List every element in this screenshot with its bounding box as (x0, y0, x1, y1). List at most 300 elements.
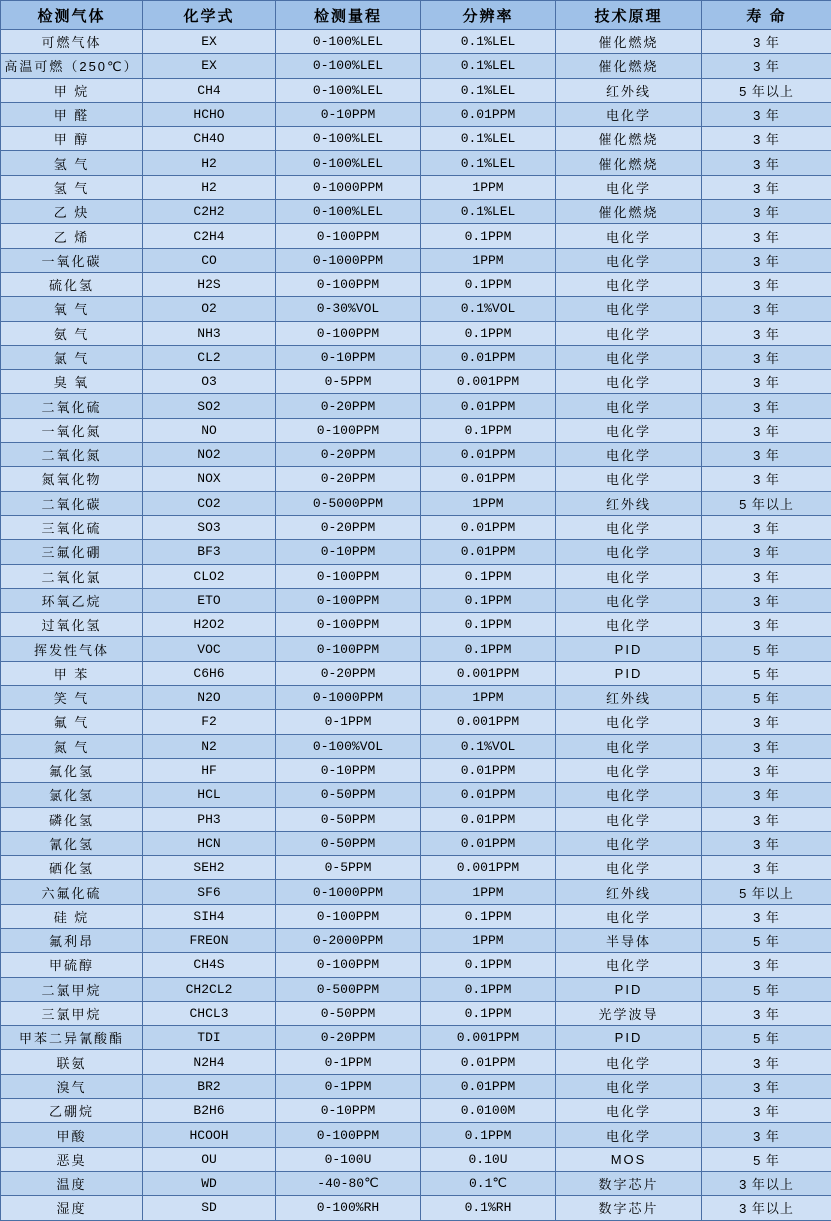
cell-formula: BR2 (143, 1074, 276, 1098)
cell-range: 0-20PPM (276, 1026, 421, 1050)
cell-resolution: 0.1%LEL (421, 151, 556, 175)
cell-range: 0-100%LEL (276, 151, 421, 175)
cell-formula: NO (143, 418, 276, 442)
cell-gas: 环氧乙烷 (1, 588, 143, 612)
cell-formula: NH3 (143, 321, 276, 345)
cell-principle: 电化学 (556, 345, 702, 369)
cell-formula: HF (143, 758, 276, 782)
table-row (1, 1099, 831, 1123)
cell-lifetime: 5 年以上 (702, 880, 831, 904)
cell-range: 0-50PPM (276, 807, 421, 831)
column-header-lifetime: 寿 命 (702, 1, 831, 30)
cell-lifetime: 3 年 (702, 953, 831, 977)
cell-resolution: 0.01PPM (421, 515, 556, 539)
cell-lifetime: 3 年 (702, 588, 831, 612)
table-row (1, 515, 831, 539)
cell-gas: 磷化氢 (1, 807, 143, 831)
cell-gas: 硫化氢 (1, 272, 143, 296)
cell-principle: 电化学 (556, 758, 702, 782)
cell-resolution: 0.1%LEL (421, 54, 556, 78)
table-row (1, 686, 831, 710)
table-row (1, 272, 831, 296)
cell-resolution: 0.001PPM (421, 1026, 556, 1050)
cell-lifetime: 3 年 (702, 272, 831, 296)
cell-resolution: 0.01PPM (421, 1074, 556, 1098)
cell-range: 0-20PPM (276, 467, 421, 491)
cell-lifetime: 3 年 (702, 1074, 831, 1098)
cell-lifetime: 5 年 (702, 1026, 831, 1050)
table-row (1, 928, 831, 952)
cell-resolution: 0.001PPM (421, 661, 556, 685)
cell-resolution: 0.01PPM (421, 540, 556, 564)
cell-resolution: 0.1PPM (421, 272, 556, 296)
cell-resolution: 0.01PPM (421, 831, 556, 855)
cell-lifetime: 3 年 (702, 151, 831, 175)
cell-principle: 催化燃烧 (556, 54, 702, 78)
cell-range: 0-10PPM (276, 540, 421, 564)
cell-formula: N2O (143, 686, 276, 710)
cell-range: 0-100%LEL (276, 200, 421, 224)
cell-gas: 溴气 (1, 1074, 143, 1098)
cell-formula: F2 (143, 710, 276, 734)
cell-resolution: 0.1PPM (421, 321, 556, 345)
table-row (1, 977, 831, 1001)
cell-resolution: 1PPM (421, 928, 556, 952)
cell-principle: 催化燃烧 (556, 127, 702, 151)
cell-resolution: 0.01PPM (421, 758, 556, 782)
cell-gas: 硒化氢 (1, 856, 143, 880)
cell-resolution: 1PPM (421, 686, 556, 710)
cell-gas: 甲苯二异氰酸酯 (1, 1026, 143, 1050)
cell-formula: ETO (143, 588, 276, 612)
cell-resolution: 0.0100M (421, 1099, 556, 1123)
cell-gas: 温度 (1, 1171, 143, 1195)
cell-resolution: 0.01PPM (421, 807, 556, 831)
cell-lifetime: 3 年 (702, 564, 831, 588)
cell-range: 0-20PPM (276, 443, 421, 467)
table-row (1, 904, 831, 928)
table-row (1, 831, 831, 855)
cell-principle: 电化学 (556, 1123, 702, 1147)
cell-formula: HCN (143, 831, 276, 855)
cell-range: 0-50PPM (276, 783, 421, 807)
cell-gas: 三氧化硫 (1, 515, 143, 539)
cell-principle: 电化学 (556, 831, 702, 855)
table-row (1, 856, 831, 880)
cell-resolution: 0.01PPM (421, 443, 556, 467)
cell-range: 0-100%LEL (276, 54, 421, 78)
cell-principle: 电化学 (556, 710, 702, 734)
cell-formula: FREON (143, 928, 276, 952)
cell-principle: 电化学 (556, 588, 702, 612)
cell-range: 0-100%RH (276, 1196, 421, 1220)
table-row (1, 467, 831, 491)
cell-resolution: 0.1PPM (421, 418, 556, 442)
cell-resolution: 0.1PPM (421, 1001, 556, 1025)
cell-resolution: 0.1%LEL (421, 30, 556, 54)
cell-resolution: 0.001PPM (421, 856, 556, 880)
cell-lifetime: 3 年以上 (702, 1171, 831, 1195)
cell-gas: 湿度 (1, 1196, 143, 1220)
cell-formula: SO3 (143, 515, 276, 539)
cell-formula: C2H4 (143, 224, 276, 248)
cell-range: 0-30%VOL (276, 297, 421, 321)
cell-range: 0-50PPM (276, 831, 421, 855)
cell-range: 0-100PPM (276, 904, 421, 928)
cell-gas: 氯 气 (1, 345, 143, 369)
cell-principle: 电化学 (556, 1099, 702, 1123)
table-row (1, 758, 831, 782)
cell-lifetime: 3 年 (702, 321, 831, 345)
cell-formula: BF3 (143, 540, 276, 564)
cell-formula: C6H6 (143, 661, 276, 685)
cell-lifetime: 3 年 (702, 831, 831, 855)
cell-gas: 三氟化硼 (1, 540, 143, 564)
cell-principle: 电化学 (556, 224, 702, 248)
cell-gas: 甲酸 (1, 1123, 143, 1147)
cell-principle: 电化学 (556, 1074, 702, 1098)
cell-formula: SO2 (143, 394, 276, 418)
table-row (1, 710, 831, 734)
cell-principle: 电化学 (556, 297, 702, 321)
cell-resolution: 0.01PPM (421, 394, 556, 418)
cell-range: 0-100PPM (276, 953, 421, 977)
cell-lifetime: 3 年 (702, 540, 831, 564)
cell-range: 0-100PPM (276, 613, 421, 637)
cell-resolution: 0.01PPM (421, 467, 556, 491)
table-row (1, 564, 831, 588)
cell-gas: 过氧化氢 (1, 613, 143, 637)
cell-principle: 电化学 (556, 613, 702, 637)
cell-principle: 电化学 (556, 467, 702, 491)
cell-gas: 氨 气 (1, 321, 143, 345)
cell-formula: WD (143, 1171, 276, 1195)
cell-gas: 可燃气体 (1, 30, 143, 54)
cell-formula: C2H2 (143, 200, 276, 224)
cell-principle: 电化学 (556, 102, 702, 126)
cell-gas: 乙硼烷 (1, 1099, 143, 1123)
table-row (1, 540, 831, 564)
cell-principle: 电化学 (556, 515, 702, 539)
cell-formula: B2H6 (143, 1099, 276, 1123)
cell-range: 0-10PPM (276, 102, 421, 126)
cell-resolution: 0.01PPM (421, 345, 556, 369)
cell-gas: 氮氧化物 (1, 467, 143, 491)
cell-lifetime: 3 年 (702, 418, 831, 442)
cell-gas: 三氯甲烷 (1, 1001, 143, 1025)
cell-formula: N2 (143, 734, 276, 758)
cell-lifetime: 3 年 (702, 734, 831, 758)
cell-formula: CL2 (143, 345, 276, 369)
cell-gas: 甲 醛 (1, 102, 143, 126)
cell-range: 0-100PPM (276, 588, 421, 612)
cell-formula: CO2 (143, 491, 276, 515)
cell-resolution: 0.1℃ (421, 1171, 556, 1195)
cell-lifetime: 3 年 (702, 127, 831, 151)
cell-range: 0-1000PPM (276, 175, 421, 199)
cell-range: 0-10PPM (276, 1099, 421, 1123)
cell-formula: TDI (143, 1026, 276, 1050)
cell-lifetime: 3 年 (702, 807, 831, 831)
cell-range: 0-100PPM (276, 564, 421, 588)
cell-lifetime: 3 年 (702, 102, 831, 126)
cell-gas: 甲 醇 (1, 127, 143, 151)
table-header (1, 1, 831, 30)
cell-principle: 电化学 (556, 370, 702, 394)
cell-principle: 红外线 (556, 880, 702, 904)
cell-formula: NOX (143, 467, 276, 491)
cell-resolution: 0.1%LEL (421, 78, 556, 102)
table-row (1, 661, 831, 685)
table-row (1, 151, 831, 175)
cell-formula: EX (143, 30, 276, 54)
cell-formula: CH4S (143, 953, 276, 977)
column-header-formula: 化学式 (143, 1, 276, 30)
cell-resolution: 0.10U (421, 1147, 556, 1171)
cell-lifetime: 3 年 (702, 758, 831, 782)
cell-resolution: 0.1PPM (421, 1123, 556, 1147)
cell-range: 0-1PPM (276, 1074, 421, 1098)
cell-gas: 甲硫醇 (1, 953, 143, 977)
cell-formula: HCL (143, 783, 276, 807)
cell-principle: 红外线 (556, 686, 702, 710)
cell-gas: 联氨 (1, 1050, 143, 1074)
cell-principle: PID (556, 1026, 702, 1050)
table-row (1, 1147, 831, 1171)
cell-resolution: 1PPM (421, 880, 556, 904)
cell-range: 0-50PPM (276, 1001, 421, 1025)
table-row (1, 1074, 831, 1098)
cell-formula: OU (143, 1147, 276, 1171)
cell-formula: SIH4 (143, 904, 276, 928)
cell-range: 0-1000PPM (276, 248, 421, 272)
cell-formula: CO (143, 248, 276, 272)
cell-formula: SEH2 (143, 856, 276, 880)
cell-range: 0-500PPM (276, 977, 421, 1001)
cell-range: 0-20PPM (276, 394, 421, 418)
cell-formula: HCHO (143, 102, 276, 126)
cell-lifetime: 3 年 (702, 1123, 831, 1147)
cell-lifetime: 3 年 (702, 394, 831, 418)
cell-range: 0-10PPM (276, 345, 421, 369)
cell-principle: 数字芯片 (556, 1171, 702, 1195)
cell-lifetime: 3 年 (702, 1099, 831, 1123)
cell-principle: 催化燃烧 (556, 151, 702, 175)
cell-range: 0-10PPM (276, 758, 421, 782)
table-row (1, 370, 831, 394)
table-row (1, 345, 831, 369)
table-row (1, 200, 831, 224)
cell-lifetime: 3 年 (702, 200, 831, 224)
cell-gas: 二氯甲烷 (1, 977, 143, 1001)
cell-resolution: 0.1PPM (421, 953, 556, 977)
cell-principle: 数字芯片 (556, 1196, 702, 1220)
cell-gas: 六氟化硫 (1, 880, 143, 904)
cell-lifetime: 3 年 (702, 345, 831, 369)
cell-principle: 电化学 (556, 734, 702, 758)
cell-principle: 光学波导 (556, 1001, 702, 1025)
cell-resolution: 0.1%VOL (421, 297, 556, 321)
table-row (1, 248, 831, 272)
cell-gas: 恶臭 (1, 1147, 143, 1171)
table-row (1, 418, 831, 442)
table-row (1, 1026, 831, 1050)
cell-range: 0-100U (276, 1147, 421, 1171)
cell-gas: 一氧化氮 (1, 418, 143, 442)
cell-principle: 电化学 (556, 272, 702, 296)
cell-lifetime: 3 年 (702, 443, 831, 467)
cell-lifetime: 3 年 (702, 248, 831, 272)
table-row (1, 1001, 831, 1025)
cell-formula: H2S (143, 272, 276, 296)
cell-resolution: 1PPM (421, 248, 556, 272)
cell-range: 0-1PPM (276, 1050, 421, 1074)
cell-gas: 氯化氢 (1, 783, 143, 807)
cell-principle: 电化学 (556, 394, 702, 418)
cell-principle: 半导体 (556, 928, 702, 952)
cell-resolution: 0.001PPM (421, 370, 556, 394)
cell-gas: 高温可燃（250℃） (1, 54, 143, 78)
cell-gas: 挥发性气体 (1, 637, 143, 661)
cell-formula: O2 (143, 297, 276, 321)
cell-principle: 电化学 (556, 783, 702, 807)
cell-principle: 电化学 (556, 418, 702, 442)
table-row (1, 175, 831, 199)
cell-gas: 甲 烷 (1, 78, 143, 102)
cell-principle: 电化学 (556, 175, 702, 199)
cell-formula: CLO2 (143, 564, 276, 588)
table-row (1, 297, 831, 321)
table-row (1, 321, 831, 345)
cell-principle: 电化学 (556, 443, 702, 467)
cell-formula: CH4 (143, 78, 276, 102)
cell-resolution: 0.1PPM (421, 224, 556, 248)
cell-formula: H2 (143, 175, 276, 199)
cell-resolution: 0.1%LEL (421, 200, 556, 224)
cell-resolution: 0.01PPM (421, 783, 556, 807)
cell-principle: 电化学 (556, 540, 702, 564)
cell-formula: CHCL3 (143, 1001, 276, 1025)
cell-lifetime: 3 年 (702, 370, 831, 394)
cell-range: -40-80℃ (276, 1171, 421, 1195)
cell-gas: 氰化氢 (1, 831, 143, 855)
cell-resolution: 0.1PPM (421, 564, 556, 588)
cell-lifetime: 3 年 (702, 297, 831, 321)
cell-lifetime: 3 年 (702, 710, 831, 734)
cell-range: 0-1000PPM (276, 686, 421, 710)
cell-principle: PID (556, 661, 702, 685)
cell-range: 0-100%LEL (276, 78, 421, 102)
cell-gas: 二氧化氯 (1, 564, 143, 588)
cell-principle: 红外线 (556, 491, 702, 515)
cell-gas: 二氧化硫 (1, 394, 143, 418)
cell-resolution: 0.1%RH (421, 1196, 556, 1220)
column-header-principle: 技术原理 (556, 1, 702, 30)
cell-resolution: 0.1PPM (421, 977, 556, 1001)
cell-gas: 氟化氢 (1, 758, 143, 782)
cell-range: 0-100PPM (276, 637, 421, 661)
table-row (1, 613, 831, 637)
cell-range: 0-100%VOL (276, 734, 421, 758)
cell-formula: O3 (143, 370, 276, 394)
cell-principle: 电化学 (556, 904, 702, 928)
table-row (1, 78, 831, 102)
cell-lifetime: 3 年 (702, 175, 831, 199)
cell-lifetime: 3 年 (702, 515, 831, 539)
cell-lifetime: 5 年 (702, 661, 831, 685)
cell-lifetime: 5 年 (702, 637, 831, 661)
cell-range: 0-20PPM (276, 661, 421, 685)
cell-formula: CH4O (143, 127, 276, 151)
cell-range: 0-1000PPM (276, 880, 421, 904)
cell-principle: 电化学 (556, 321, 702, 345)
cell-resolution: 0.1PPM (421, 904, 556, 928)
cell-lifetime: 3 年 (702, 783, 831, 807)
table-row (1, 54, 831, 78)
cell-gas: 乙 炔 (1, 200, 143, 224)
cell-gas: 氢 气 (1, 151, 143, 175)
cell-range: 0-100PPM (276, 1123, 421, 1147)
cell-range: 0-100%LEL (276, 30, 421, 54)
cell-resolution: 0.1PPM (421, 613, 556, 637)
cell-lifetime: 3 年 (702, 1001, 831, 1025)
cell-gas: 氟 气 (1, 710, 143, 734)
table-row (1, 637, 831, 661)
table-row (1, 491, 831, 515)
cell-principle: 红外线 (556, 78, 702, 102)
cell-lifetime: 5 年以上 (702, 78, 831, 102)
cell-gas: 甲 苯 (1, 661, 143, 685)
cell-range: 0-100PPM (276, 272, 421, 296)
cell-range: 0-5PPM (276, 370, 421, 394)
cell-resolution: 0.001PPM (421, 710, 556, 734)
cell-gas: 氮 气 (1, 734, 143, 758)
cell-principle: 电化学 (556, 856, 702, 880)
cell-gas: 笑 气 (1, 686, 143, 710)
cell-formula: SD (143, 1196, 276, 1220)
table-body (1, 30, 831, 1221)
table-row (1, 807, 831, 831)
column-header-gas: 检测气体 (1, 1, 143, 30)
cell-gas: 氟利昂 (1, 928, 143, 952)
table-row (1, 127, 831, 151)
table-row (1, 30, 831, 54)
table-row (1, 734, 831, 758)
cell-lifetime: 3 年 (702, 856, 831, 880)
cell-lifetime: 3 年 (702, 904, 831, 928)
cell-range: 0-100PPM (276, 321, 421, 345)
cell-gas: 硅 烷 (1, 904, 143, 928)
cell-gas: 氢 气 (1, 175, 143, 199)
cell-formula: EX (143, 54, 276, 78)
cell-resolution: 0.1%VOL (421, 734, 556, 758)
cell-lifetime: 5 年 (702, 928, 831, 952)
cell-formula: NO2 (143, 443, 276, 467)
table-row (1, 1123, 831, 1147)
table-row (1, 394, 831, 418)
cell-lifetime: 5 年 (702, 1147, 831, 1171)
cell-gas: 二氧化碳 (1, 491, 143, 515)
cell-lifetime: 3 年 (702, 54, 831, 78)
cell-range: 0-1PPM (276, 710, 421, 734)
cell-lifetime: 3 年 (702, 1050, 831, 1074)
cell-formula: H2 (143, 151, 276, 175)
cell-range: 0-100PPM (276, 418, 421, 442)
table-row (1, 1050, 831, 1074)
cell-formula: PH3 (143, 807, 276, 831)
table-row (1, 224, 831, 248)
cell-formula: HCOOH (143, 1123, 276, 1147)
